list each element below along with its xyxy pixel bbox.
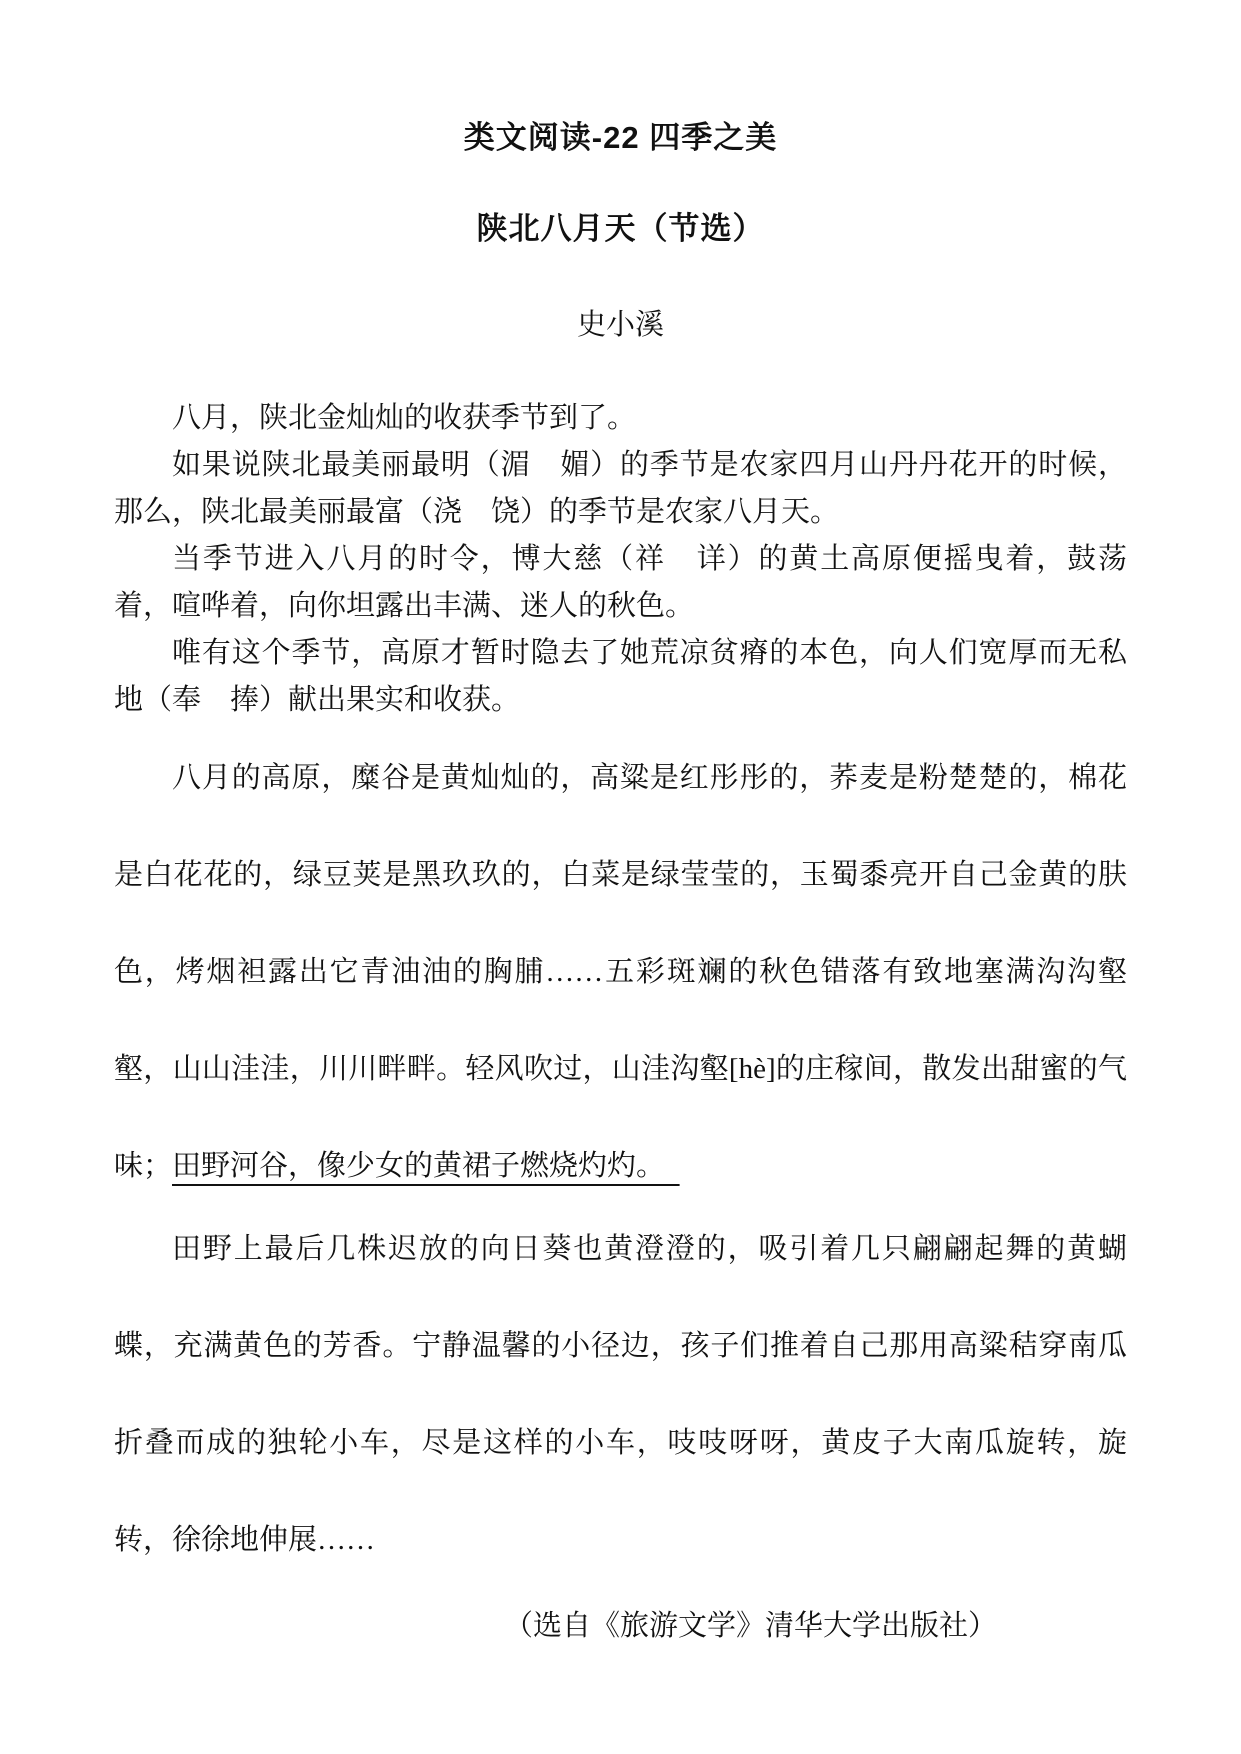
paragraph-4: 唯有这个季节，高原才暂时隐去了她荒凉贫瘠的本色，向人们宽厚而无私地（奉 捧）献出果实和收获。 (114, 637, 1127, 716)
paragraph-2: 如果说陕北最美丽最明（湄 媚）的季节是农家四月山丹丹花开的时候，那么，陕北最美丽最富（浇 饶）的季节是农家八月天。 (114, 449, 1127, 528)
author-name: 史小溪 (576, 309, 664, 341)
paragraph-5-text: 八月的高原，糜谷是黄灿灿的，高粱是红彤彤的，荞麦是粉楚楚的，棉花是白花花的，绿豆荚是黑玖玖的，白菜是绿莹莹的，玉蜀黍亮开自己金黄的肤色，烤烟袒露出它青油油的胸脯……五彩斑斓的秋色错落有致地塞满沟沟壑壑，山山洼洼，川川畔畔。轻风吹过，山洼沟壑[hè]的庄稼间，散发出甜蜜的气味； (114, 762, 1127, 1182)
document-title: 类文阅读-22 四季之美 (463, 120, 778, 155)
source-attribution: （选自《旅游文学》清华大学出版社） (503, 1610, 997, 1642)
paragraph-1: 八月，陕北金灿灿的收获季节到了。 (172, 402, 637, 434)
paragraph-6: 田野上最后几株迟放的向日葵也黄澄澄的，吸引着几只翩翩起舞的黄蝴蝶，充满黄色的芳香。宁静温馨的小径边，孩子们推着自己那用高粱秸穿南瓜折叠而成的独轮小车，尽是这样的小车，吱吱呀呀，黄皮子大南瓜旋转，旋转，徐徐地伸展…… (114, 1233, 1127, 1556)
paragraph-3: 当季节进入八月的时令，博大慈（祥 详）的黄土高原便摇曳着，鼓荡着，喧哗着，向你坦露出丰满、迷人的秋色。 (114, 543, 1127, 622)
paragraph-5-underlined-sentence: 田野河谷，像少女的黄裙子燃烧灼灼。 (172, 1150, 651, 1182)
paragraph-5 (114, 730, 1127, 1215)
passage-title: 陕北八月天（节选） (476, 211, 765, 246)
